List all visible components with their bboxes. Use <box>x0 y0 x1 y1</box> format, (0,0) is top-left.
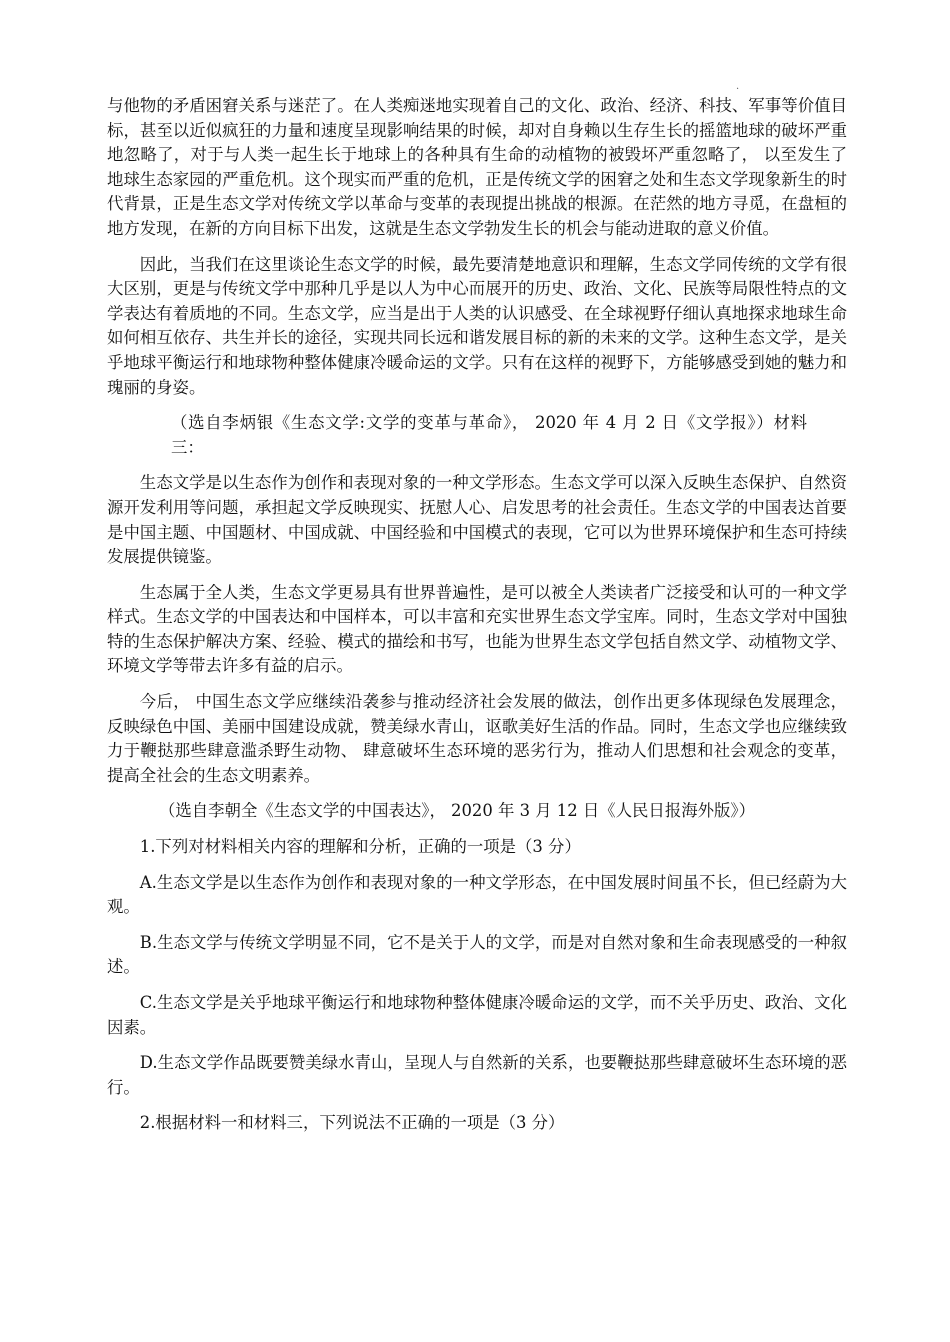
paragraph-material-three-1: 生态文学是以生态作为创作和表现对象的一种文学形态。生态文学可以深入反映生态保护、自然资源开发利用等问题，承担起文学反映现实、抚慰人心、启发思考的社会责任。生态文学的中国表达首要是中国主题、中国题材、中国成就、中国经验和中国模式的表现，它可以为世界环境保护和生态可持续发展提供镜鉴。 <box>107 473 847 567</box>
paragraph-material-three-2: 生态属于全人类，生态文学更易具有世界普遍性，是可以被全人类读者广泛接受和认可的一种文学样式。生态文学的中国表达和中国样本，可以丰富和充实世界生态文学宝库。同时，生态文学对中国独特的生态保护解决方案、经验、模式的描绘和书写，也能为世界生态文学包括自然文学、动植物文学、环境文学等带去许多有益的启示。 <box>107 582 847 676</box>
document-page <box>107 94 847 1136</box>
paragraph-continued: 与他物的矛盾困窘关系与迷茫了。在人类痴迷地实现着自己的文化、政治、经济、科技、军事等价值目标，甚至以近似疯狂的力量和速度呈现影响结果的时候，却对自身赖以生存生长的摇篮地球的破坏严重地忽略了，对于与人类一起生长于地球上的各种具有生命的动植物的被毁坏严重忽略了， 以至发生了地球生态家园的严重危机。这个现实而严重的危机，正是传统文学的困窘之处和生态文学现象新生的时代背景，正是生态文学对传统文学以革命与变革的表现提出挑战的根源。在茫然的地方寻觅，在盘桓的地方发现，在新的方向目标下出发，这就是生态文学勃发生长的机会与能动进取的意义价值。 <box>107 96 847 238</box>
question-2: 2.根据材料一和材料三，下列说法不正确的一项是（3 分） <box>139 1113 565 1133</box>
question-1-option-a: A.生态文学是以生态作为创作和表现对象的一种文学形态，在中国发展时间虽不长，但已经蔚为大观。 <box>107 872 847 917</box>
question-1-option-b: B.生态文学与传统文学明显不同，它不是关于人的文学，而是对自然对象和生命表现感受的一种叙述。 <box>107 932 847 977</box>
question-1: 1.下列对材料相关内容的理解和分析，正确的一项是（3 分） <box>139 837 581 857</box>
citation-source-1: （选自李炳银《生态文学:文学的变革与革命》， 2020 年 4 月 2 日《文学报》）材料三： <box>171 413 807 457</box>
paragraph-material-three-3: 今后， 中国生态文学应继续沿袭参与推动经济社会发展的做法，创作出更多体现绿色发展理念，反映绿色中国、美丽中国建设成就，赞美绿水青山，讴歌美好生活的作品。同时，生态文学也应继续致力于鞭挞那些肆意滥杀野生动物、 肆意破坏生态环境的恶劣行为，推动人们思想和社会观念的变革，提高全社会的生态文明素养。 <box>107 692 847 785</box>
question-1-option-c: C.生态文学是关乎地球平衡运行和地球物种整体健康冷暖命运的文学，而不关乎历史、政治、文化因素。 <box>107 993 847 1037</box>
corner-mark: · <box>736 84 740 95</box>
citation-source-2: （选自李朝全《生态文学的中国表达》， 2020 年 3 月 12 日《人民日报海外版》） <box>159 801 755 821</box>
paragraph-ecology-definition: 因此，当我们在这里谈论生态文学的时候，最先要清楚地意识和理解，生态文学同传统的文学有很大区别，更是与传统文学中那种几乎是以人为中心而展开的历史、政治、文化、民族等局限性特点的文学表达有着质地的不同。生态文学，应当是出于人类的认识感受、在全球视野仔细认真地探求地球生命如何相互依存、共生并长的途径，实现共同长远和谐发展目标的新的未来的文学。这种生态文学，是关乎地球平衡运行和地球物种整体健康冷暖命运的文学。只有在这样的视野下，方能够感受到她的魅力和瑰丽的身姿。 <box>107 254 847 397</box>
question-1-option-d: D.生态文学作品既要赞美绿水青山，呈现人与自然新的关系，也要鞭挞那些肆意破坏生态环境的恶行。 <box>107 1053 847 1097</box>
